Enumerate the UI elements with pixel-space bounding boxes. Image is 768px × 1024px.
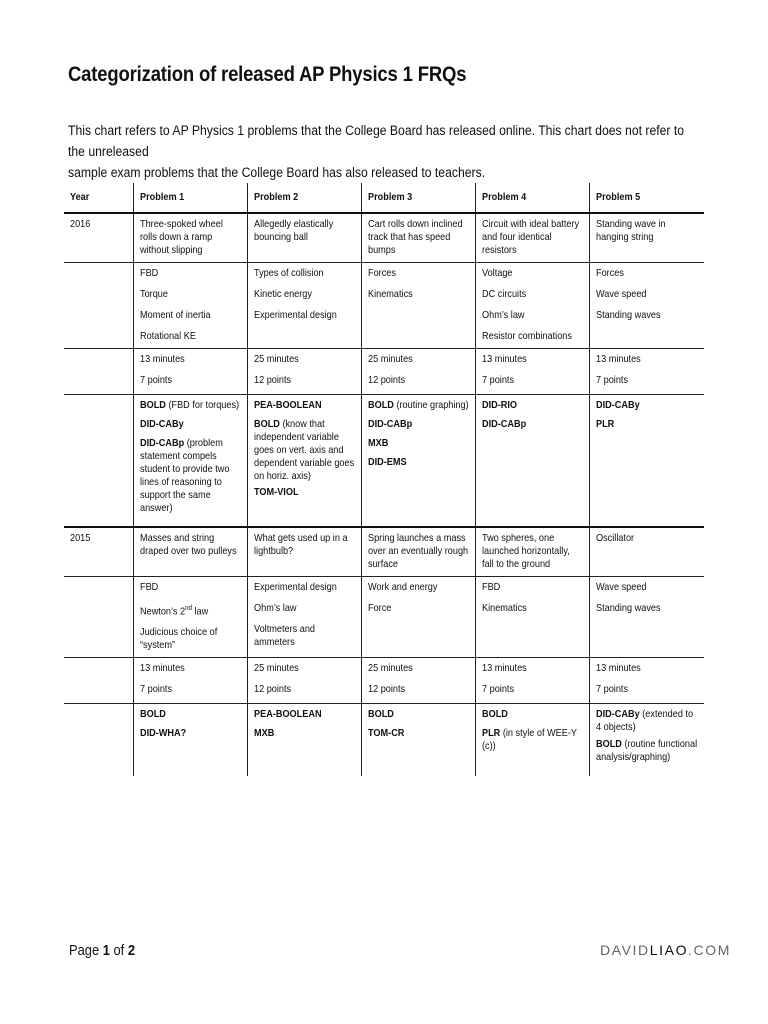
tags-cell: BOLD PLR (in style of WEE-Y (c)) (476, 704, 590, 776)
problem-description: Circuit with ideal battery and four identical resistors (476, 213, 590, 263)
problem-description: Standing wave in hanging string (590, 213, 704, 263)
topics-cell: Forces Kinematics (361, 263, 475, 349)
time-cell: 25 minutes 12 points (361, 658, 475, 704)
tags-cell: BOLD TOM-CR (361, 704, 475, 776)
year-cell: 2015 (70, 533, 91, 544)
year-block-2015 (64, 527, 704, 776)
frq-table (64, 183, 704, 776)
header-problem-4: Problem 4 (476, 183, 590, 213)
year-spacer (64, 395, 133, 528)
tags-cell: PEA-BOOLEAN BOLD (know that independent variable goes on vert. axis and dependent variable goes on horiz. axis) TOM-VIOL (247, 395, 361, 528)
problem-description: Three-spoked wheel rolls down a ramp without slipping (133, 213, 247, 263)
header-problem-2: Problem 2 (247, 183, 361, 213)
problem-description: Two spheres, one launched horizontally, fall to the ground (476, 527, 590, 577)
time-cell: 25 minutes 12 points (247, 349, 361, 395)
year-spacer (64, 577, 133, 658)
year-block-2016 (64, 213, 704, 527)
tags-cell: DID-RIO DID-CABp (476, 395, 590, 528)
table-row-description (64, 527, 704, 577)
table-row-time (64, 349, 704, 395)
topics-cell: FBD Kinematics (476, 577, 590, 658)
time-cell: 13 minutes 7 points (133, 658, 247, 704)
table-row-time (64, 658, 704, 704)
year-spacer (64, 658, 133, 704)
time-cell: 25 minutes 12 points (247, 658, 361, 704)
page-number: Page 1 of 2 (69, 942, 136, 959)
table-row-topics (64, 263, 704, 349)
topics-cell: Wave speed Standing waves (590, 577, 704, 658)
year-spacer (64, 704, 133, 776)
topics-cell: FBD Torque Moment of inertia Rotational KE (133, 263, 247, 349)
time-cell: 13 minutes 7 points (476, 349, 590, 395)
tags-cell: DID-CABy PLR (590, 395, 704, 528)
problem-description: What gets used up in a lightbulb? (247, 527, 361, 577)
problem-description: Cart rolls down inclined track that has speed bumps (361, 213, 475, 263)
topics-cell: Types of collision Kinetic energy Experimental design (247, 263, 361, 349)
table-row-description (64, 213, 704, 263)
topics-cell: Experimental design Ohm’s law Voltmeters and ammeters (247, 577, 361, 658)
tags-cell: BOLD (FBD for torques) DID-CABy DID-CABp (problem statement compels student to provide two lines of reasoning to support the same answer) (133, 395, 247, 528)
time-cell: 13 minutes 7 points (590, 349, 704, 395)
topics-cell: FBD Newton’s 2nd law Judicious choice of “system” (133, 577, 247, 658)
page-title: Categorization of released AP Physics 1 FRQs (68, 62, 467, 86)
table-header (64, 183, 704, 213)
tags-cell: DID-CABy (extended to 4 objects) BOLD (routine functional analysis/graphing) (590, 704, 704, 776)
header-year: Year (70, 192, 90, 203)
year-cell: 2016 (70, 219, 91, 230)
topics-cell: Work and energy Force (361, 577, 475, 658)
header-problem-5: Problem 5 (590, 183, 704, 213)
intro-line-2: sample exam problems that the College Board has also released to teachers. (68, 165, 486, 181)
time-cell: 25 minutes 12 points (361, 349, 475, 395)
table-row-tags (64, 704, 704, 776)
table-row-topics (64, 577, 704, 658)
header-problem-1: Problem 1 (133, 183, 247, 213)
intro-line-1: This chart refers to AP Physics 1 problems that the College Board has released online. This chart does not refer to the unreleased (68, 123, 685, 160)
problem-description: Spring launches a mass over an eventually rough surface (361, 527, 475, 577)
header-problem-3: Problem 3 (361, 183, 475, 213)
tags-cell: BOLD (routine graphing) DID-CABp MXB DID-EMS (361, 395, 475, 528)
problem-description: Oscillator (590, 527, 704, 577)
year-spacer (64, 263, 133, 349)
table-row-tags (64, 395, 704, 528)
tags-cell: PEA-BOOLEAN MXB (247, 704, 361, 776)
problem-description: Masses and string draped over two pulleys (133, 527, 247, 577)
topics-cell: Voltage DC circuits Ohm’s law Resistor combinations (476, 263, 590, 349)
problem-description: Allegedly elastically bouncing ball (247, 213, 361, 263)
time-cell: 13 minutes 7 points (590, 658, 704, 704)
time-cell: 13 minutes 7 points (133, 349, 247, 395)
tags-cell: BOLD DID-WHA? (133, 704, 247, 776)
site-brand: DAVIDLIAO.COM (600, 942, 732, 958)
intro-paragraph (68, 121, 687, 184)
time-cell: 13 minutes 7 points (476, 658, 590, 704)
topics-cell: Forces Wave speed Standing waves (590, 263, 704, 349)
year-spacer (64, 349, 133, 395)
